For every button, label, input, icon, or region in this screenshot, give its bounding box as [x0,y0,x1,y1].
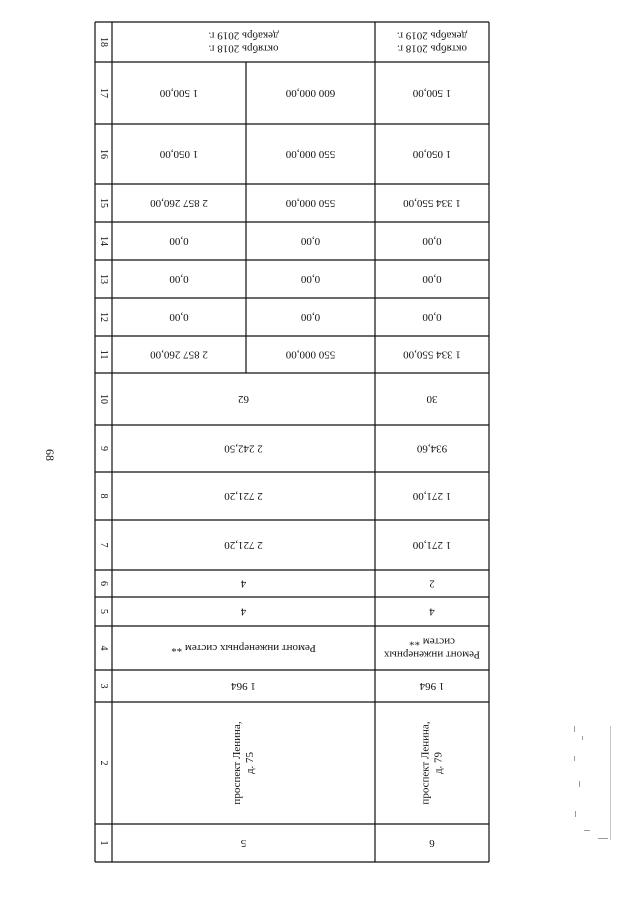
row-1-cell: октябрь 2018 г. [208,42,279,55]
column-number-group [98,761,109,766]
column-number-group [98,198,109,208]
column-number: 15 [98,198,109,208]
row-2-cell: д. 79 [432,751,445,775]
column-number: 4 [98,645,109,651]
table-cells [98,29,480,849]
row-1-cell: 2 721,20 [224,490,263,502]
column-number-group [98,841,109,846]
row-2-cell-group [412,539,451,551]
row-1-cell-b: 600 000,00 [285,87,336,99]
row-1-cell-a-group [159,87,198,99]
row-2-cell: 1 334 550,00 [403,348,461,361]
row-2-cell: 934,60 [416,442,448,455]
row-1-cell-b-group [285,349,335,361]
row-1-cell-group [240,837,246,849]
page-number: 68 [43,449,57,461]
row-1-address: д. 75 [244,751,257,775]
column-number-group [98,394,109,404]
row-2-cell: 1 334 550,00 [403,197,461,209]
row-1-cell: 4 [240,577,247,590]
row-1-cell-b-group [300,235,320,247]
row-2-cell-group [419,721,444,804]
row-2-cell: Ремонт инженерных [384,648,480,661]
column-number: 2 [98,760,109,766]
row-2-cell-group [384,635,480,660]
row-2-cell: 0,00 [422,235,442,247]
row-1-cell-b-group [300,311,320,323]
row-2-cell-group [429,606,435,618]
row-2-cell: систем ** [408,635,456,648]
column-number-group [98,312,109,322]
row-1-cell: 2 242,50 [224,442,263,455]
column-number-group [98,543,109,548]
row-2-cell-group [429,837,435,849]
row-1-cell: 5 [240,837,247,849]
row-2-cell-group [419,680,444,692]
row-1-cell-a: 0,00 [169,235,189,247]
row-1-cell-a: 0,00 [169,273,189,285]
column-number: 8 [98,493,109,499]
column-number-group [98,88,109,98]
row-2-cell: 1 050,00 [412,148,452,160]
column-number: 13 [98,274,109,284]
row-1-cell-a: 1 050,00 [159,148,199,160]
row-1-cell-a-group [169,311,189,323]
row-1-cell-group [231,680,256,692]
row-1-address-group [231,721,256,804]
row-2-cell-group [403,197,461,209]
row-1-cell-b: 550 000,00 [285,197,336,209]
row-2-cell-group [412,87,451,99]
row-1-cell: 1 964 [231,680,256,692]
row-1-cell-b-group [285,148,335,160]
row-2-cell: 30 [426,393,438,405]
row-1-cell-group [238,393,249,405]
row-2-cell-group [429,578,435,590]
column-number: 9 [98,446,109,451]
column-number-group [98,646,109,651]
column-number-group [98,350,109,360]
column-number: 12 [98,312,109,322]
row-1-cell-a-group [169,235,189,247]
row-2-cell-group [397,29,467,54]
row-1-cell-b: 0,00 [300,273,321,285]
column-number: 10 [98,394,109,404]
row-1-cell-a: 2 857 260,00 [150,197,208,209]
row-1-cell-group [240,606,246,618]
row-1-cell-a: 2 857 260,00 [150,348,208,361]
column-number-group [98,494,109,499]
row-2-cell: 4 [429,605,435,618]
column-number: 1 [98,840,109,846]
row-1-cell-group [240,578,246,590]
column-number-group [98,684,109,689]
row-1-cell-b: 0,00 [300,235,321,247]
row-1-cell: 4 [240,605,247,618]
row-1-cell: 2 721,20 [224,539,263,551]
row-2-cell: 1 500,00 [412,87,452,99]
column-number: 16 [98,149,109,159]
row-1-cell-group [171,642,316,654]
column-number: 18 [98,37,109,47]
row-1-cell: Ремонт инженерных систем ** [171,642,316,654]
row-2-cell-group [426,393,438,405]
row-2-cell: 1 271,00 [412,490,452,502]
row-1-cell: декабрь 2019 г. [208,29,279,42]
row-2-cell: 2 [429,577,435,590]
row-2-cell-group [403,349,461,361]
row-1-cell-a: 1 500,00 [159,87,199,99]
scan-artifact [574,726,614,842]
row-2-cell: 0,00 [422,311,442,323]
row-2-cell: 1 964 [419,680,445,692]
row-2-cell: 1 271,00 [412,539,452,551]
row-1-cell-b: 550 000,00 [285,148,336,160]
row-1-cell-group [224,490,263,502]
row-1-cell-b-group [285,197,335,209]
row-2-cell-group [422,311,442,323]
column-number: 17 [98,88,109,98]
row-2-cell: проспект Ленина, [419,721,432,805]
row-1-cell-b: 0,00 [300,311,321,323]
column-number-group [98,274,109,284]
row-2-cell: октябрь 2018 г. [396,42,468,55]
column-number: 11 [98,349,109,360]
row-1-cell: 62 [238,393,249,405]
column-number: 14 [98,236,109,246]
column-number-group [98,581,109,586]
row-1-cell-group [224,539,263,551]
column-number: 3 [98,683,109,689]
row-1-cell-b: 550 000,00 [285,348,336,361]
row-1-cell-a-group [169,273,189,285]
row-1-cell-a: 0,00 [169,311,189,323]
row-1-cell-b-group [285,87,335,99]
row-2-cell: 0,00 [422,273,442,285]
column-number-group [98,236,109,246]
column-number: 5 [98,609,109,614]
row-1-cell-group [224,443,263,455]
row-1-address: проспект Ленина, [230,721,243,805]
row-1-cell-a-group [150,197,208,209]
row-2-cell: 6 [429,837,435,849]
row-1-cell-b-group [300,273,320,285]
row-1-cell-a-group [150,349,208,361]
column-number-group [98,446,109,451]
row-2-cell-group [412,490,451,502]
row-2-cell-group [412,148,451,160]
column-number-group [98,149,109,159]
column-number: 6 [98,581,109,586]
row-1-cell-group [208,29,278,54]
column-number-group [98,37,109,47]
column-number: 7 [98,542,109,548]
row-1-cell-a-group [159,148,198,160]
row-2-cell: декабрь 2019 г. [396,29,468,42]
row-2-cell-group [422,273,442,285]
column-number-group [98,609,109,614]
row-2-cell-group [422,235,442,247]
row-2-cell-group [416,443,447,455]
